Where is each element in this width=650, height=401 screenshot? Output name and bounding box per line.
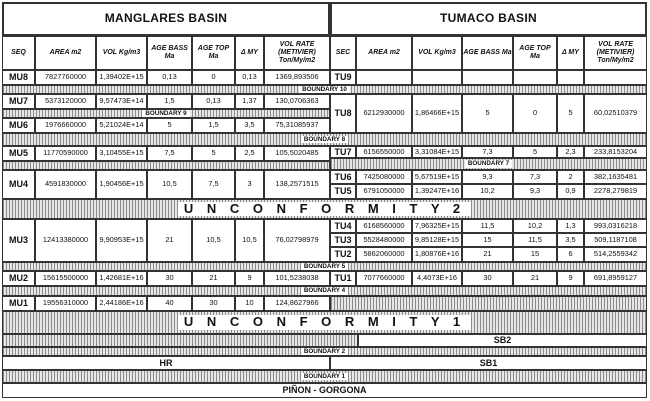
boundary-9: [2, 109, 330, 118]
manglares-dmy: 9: [235, 271, 264, 286]
manglares-rate: 105,5020485: [264, 146, 330, 161]
boundary-10-label: BOUNDARY 10: [299, 86, 350, 93]
tumaco-dmy: 3,5: [557, 233, 584, 247]
manglares-vol: 9,90953E+15: [96, 219, 147, 262]
manglares-aget: 1,5: [192, 118, 235, 133]
tumaco-ageb: 21: [462, 247, 513, 262]
unit-hr: HR: [2, 356, 330, 370]
header-left-aget: AGE TOP Ma: [192, 36, 235, 70]
boundary-2-label: BOUNDARY 2: [301, 348, 348, 355]
manglares-area: 11770590000: [35, 146, 96, 161]
manglares-seq: MU3: [2, 219, 35, 262]
tumaco-dmy: [557, 70, 584, 85]
tumaco-ageb: 5: [462, 94, 513, 133]
tumaco-vol: 4,4073E+16: [412, 271, 462, 286]
tumaco-vol: 7,96325E+15: [412, 219, 462, 233]
tumaco-vol: 1,86466E+15: [412, 94, 462, 133]
manglares-ageb: 40: [147, 296, 192, 311]
manglares-vol: 1,39402E+15: [96, 70, 147, 85]
tumaco-seq: TU1: [330, 271, 356, 286]
tumaco-rate: 382,1635481: [584, 170, 647, 184]
manglares-rate: 76,02798979: [264, 219, 330, 262]
manglares-seq: MU4: [2, 170, 35, 199]
boundary-10: [2, 85, 647, 94]
header-right-ageb: AGE BASS Ma: [462, 36, 513, 70]
manglares-vol: 3,10455E+15: [96, 146, 147, 161]
tumaco-dmy: 9: [557, 271, 584, 286]
manglares-seq: MU1: [2, 296, 35, 311]
boundary-4: [2, 286, 647, 296]
manglares-seq: MU8: [2, 70, 35, 85]
manglares-dmy: 0,13: [235, 70, 264, 85]
header-right-area: AREA m2: [356, 36, 412, 70]
header-left-area: AREA m2: [35, 36, 96, 70]
tumaco-ageb: 10,2: [462, 184, 513, 199]
tumaco-aget: 7,3: [513, 170, 557, 184]
tumaco-seq: TU5: [330, 184, 356, 199]
tumaco-dmy: 5: [557, 94, 584, 133]
unit-basement: PIÑON - GORGONA: [2, 383, 647, 398]
manglares-area: 1976660000: [35, 118, 96, 133]
tumaco-rate: 2278,279819: [584, 184, 647, 199]
manglares-ageb: 5: [147, 118, 192, 133]
tumaco-dmy: 2: [557, 170, 584, 184]
manglares-rate: 1369,893506: [264, 70, 330, 85]
unconformity-1: [2, 311, 647, 334]
manglares-aget: 0,13: [192, 94, 235, 109]
manglares-vol: 5,21024E+14: [96, 118, 147, 133]
manglares-ageb: 10,5: [147, 170, 192, 199]
header-left-ageb: AGE BASS Ma: [147, 36, 192, 70]
manglares-aget: 21: [192, 271, 235, 286]
manglares-ageb: 1,5: [147, 94, 192, 109]
manglares-aget: 30: [192, 296, 235, 311]
header-right-seq: SEC: [330, 36, 356, 70]
manglares-dmy: 3,5: [235, 118, 264, 133]
manglares-area: 15615500000: [35, 271, 96, 286]
manglares-rate: 124,8627966: [264, 296, 330, 311]
tumaco-dmy: 0,9: [557, 184, 584, 199]
manglares-dmy: 1,37: [235, 94, 264, 109]
boundary-8: [2, 133, 647, 146]
manglares-area: 19556310000: [35, 296, 96, 311]
unconformity-2-label: U N C O N F O R M I T Y 2: [178, 202, 471, 217]
tumaco-area: 5528480000: [356, 233, 412, 247]
manglares-aget: 0: [192, 70, 235, 85]
tumaco-rate: 233,8153204: [584, 146, 647, 158]
manglares-aget: 7,5: [192, 170, 235, 199]
header-right-rate: VOL RATE (METIVIER) Ton/My/m2: [584, 36, 647, 70]
manglares-ageb: 21: [147, 219, 192, 262]
tumaco-vol: 3,31084E+15: [412, 146, 462, 158]
manglares-vol: 9,57473E+14: [96, 94, 147, 109]
tumaco-vol: 1,80876E+16: [412, 247, 462, 262]
boundary-9-label: BOUNDARY 9: [142, 110, 189, 117]
header-right-vol: VOL Kg/m3: [412, 36, 462, 70]
tumaco-ageb: 9,3: [462, 170, 513, 184]
manglares-rate: 101,5238038: [264, 271, 330, 286]
header-left-vol: VOL Kg/m3: [96, 36, 147, 70]
tumaco-aget: 0: [513, 94, 557, 133]
boundary-2: [2, 347, 647, 356]
tumaco-seq: TU7: [330, 146, 356, 158]
tumaco-area: 6168560000: [356, 219, 412, 233]
manglares-ageb: 30: [147, 271, 192, 286]
manglares-rate: 138,2571515: [264, 170, 330, 199]
unconformity-2: [2, 199, 647, 219]
tumaco-aget: 15: [513, 247, 557, 262]
tumaco-rate: 509,1187108: [584, 233, 647, 247]
tumaco-rate: [584, 70, 647, 85]
tumaco-area: 6212930000: [356, 94, 412, 133]
manglares-vol: 2,44186E+16: [96, 296, 147, 311]
tumaco-area: [356, 70, 412, 85]
tumaco-seq: TU4: [330, 219, 356, 233]
boundary-5-label: BOUNDARY 5: [301, 263, 348, 270]
manglares-seq: MU5: [2, 146, 35, 161]
tumaco-rate: 691,8959127: [584, 271, 647, 286]
tumaco-area: 6791050000: [356, 184, 412, 199]
header-left-dmy: Δ MY: [235, 36, 264, 70]
tumaco-area: 5862060000: [356, 247, 412, 262]
tumaco-vol: 1,39247E+16: [412, 184, 462, 199]
header-left-rate: VOL RATE (METIVIER) Ton/My/m2: [264, 36, 330, 70]
tumaco-dmy: 2,3: [557, 146, 584, 158]
tumaco-title: TUMACO BASIN: [330, 2, 647, 36]
tumaco-seq: TU3: [330, 233, 356, 247]
manglares-vol: 1,90456E+15: [96, 170, 147, 199]
manglares-dmy: 10: [235, 296, 264, 311]
manglares-dmy: 2,5: [235, 146, 264, 161]
manglares-seq: MU2: [2, 271, 35, 286]
header-left-seq: SEQ: [2, 36, 35, 70]
tumaco-rate: 514,2559342: [584, 247, 647, 262]
manglares-ageb: 0,13: [147, 70, 192, 85]
manglares-area: 5373120000: [35, 94, 96, 109]
tumaco-ageb: 11,5: [462, 219, 513, 233]
tumaco-vol: 5,67519E+15: [412, 170, 462, 184]
tumaco-dmy: 1,3: [557, 219, 584, 233]
unit-sb2: SB2: [358, 334, 647, 347]
tumaco-dmy: 6: [557, 247, 584, 262]
tumaco-vol: [412, 70, 462, 85]
tumaco-seq: TU8: [330, 94, 356, 133]
manglares-seq: MU6: [2, 118, 35, 133]
tumaco-aget: 11,5: [513, 233, 557, 247]
unconformity-1-label: U N C O N F O R M I T Y 1: [178, 315, 471, 330]
manglares-area: 12413380000: [35, 219, 96, 262]
manglares-dmy: 10,5: [235, 219, 264, 262]
manglares-title: MANGLARES BASIN: [2, 2, 330, 36]
tumaco-ageb: 15: [462, 233, 513, 247]
tumaco-rate: 60,02510379: [584, 94, 647, 133]
tumaco-rate: 993,0316218: [584, 219, 647, 233]
tumaco-vol: 9,85128E+15: [412, 233, 462, 247]
manglares-ageb: 7,5: [147, 146, 192, 161]
boundary-8-label: BOUNDARY 8: [301, 136, 348, 143]
boundary-7-label: BOUNDARY 7: [465, 160, 512, 167]
boundary-1-label: BOUNDARY 1: [301, 373, 348, 380]
tumaco-aget: [513, 70, 557, 85]
manglares-seq: MU7: [2, 94, 35, 109]
tumaco-ageb: 7,3: [462, 146, 513, 158]
manglares-area: 7827760000: [35, 70, 96, 85]
tumaco-aget: 9,3: [513, 184, 557, 199]
tumaco-aget: 5: [513, 146, 557, 158]
tumaco-area: 7425080000: [356, 170, 412, 184]
unit-sb1: SB1: [330, 356, 647, 370]
tumaco-area: 6156550000: [356, 146, 412, 158]
tumaco-ageb: [462, 70, 513, 85]
manglares-dmy: 3: [235, 170, 264, 199]
boundary-5: [2, 262, 647, 271]
boundary-7: [330, 158, 647, 170]
hatch-left-sb2: [2, 334, 358, 347]
manglares-area: 4591830000: [35, 170, 96, 199]
manglares-rate: 130,0706363: [264, 94, 330, 109]
hatch-right-mu1: [330, 296, 647, 311]
hatch-gap: [2, 161, 330, 170]
tumaco-seq: TU6: [330, 170, 356, 184]
tumaco-seq: TU9: [330, 70, 356, 85]
tumaco-aget: 10,2: [513, 219, 557, 233]
tumaco-seq: TU2: [330, 247, 356, 262]
header-right-aget: AGE TOP Ma: [513, 36, 557, 70]
manglares-aget: 10,5: [192, 219, 235, 262]
manglares-aget: 5: [192, 146, 235, 161]
boundary-4-label: BOUNDARY 4: [301, 287, 348, 294]
manglares-vol: 1,42681E+16: [96, 271, 147, 286]
tumaco-area: 7077660000: [356, 271, 412, 286]
manglares-rate: 75,31085937: [264, 118, 330, 133]
tumaco-ageb: 30: [462, 271, 513, 286]
tumaco-aget: 21: [513, 271, 557, 286]
boundary-1: [2, 370, 647, 383]
header-right-dmy: Δ MY: [557, 36, 584, 70]
